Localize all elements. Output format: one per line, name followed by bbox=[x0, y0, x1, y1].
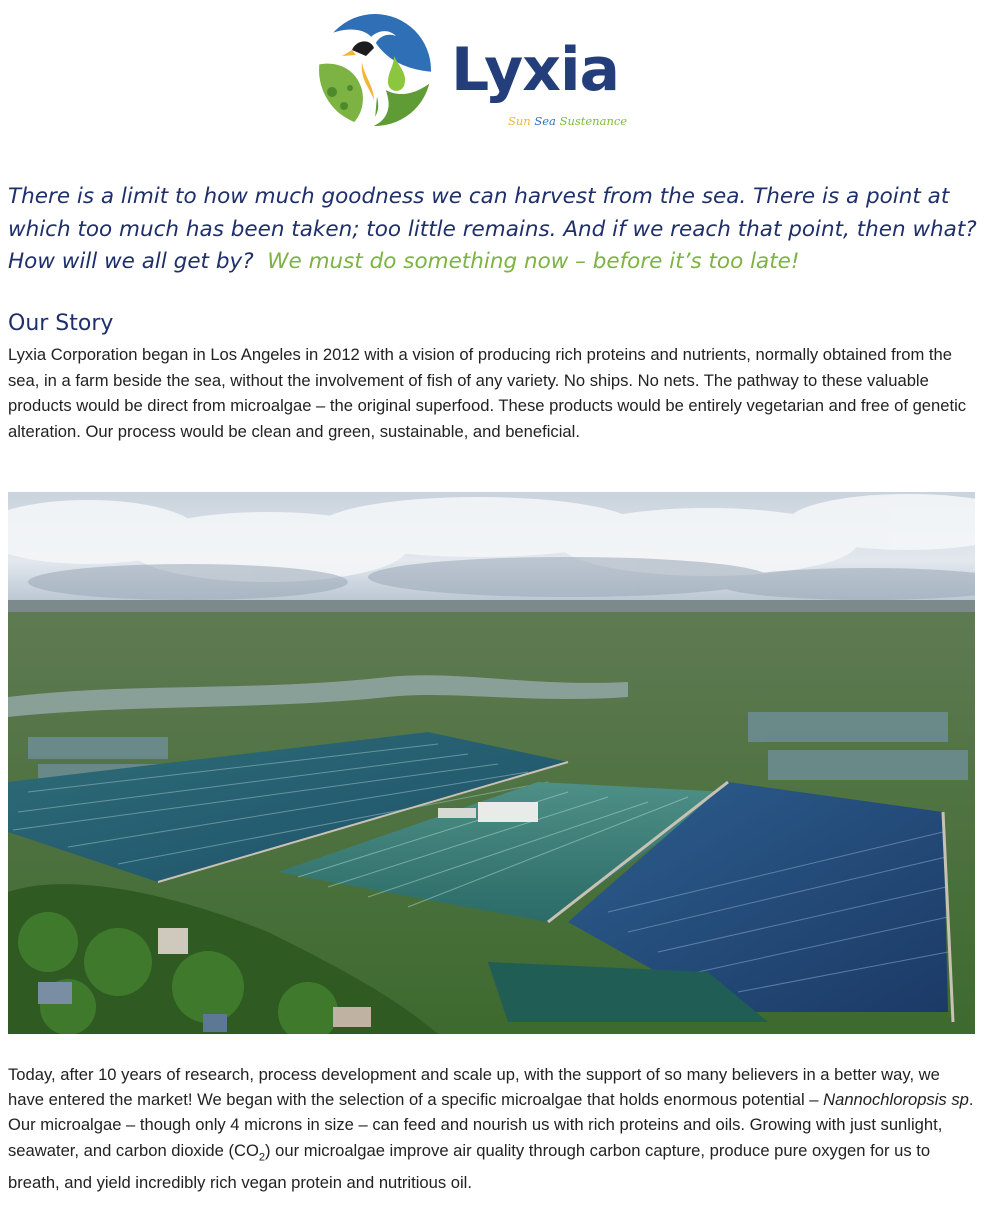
closing-text-part3: ) our microalgae improve air quality through carbon capture, produce pure oxygen for us to breath, and yield incredibly rich vegan protein and nutritious oil. bbox=[8, 1140, 931, 1193]
story-paragraph: Lyxia Corporation began in Los Angeles in 2012 with a vision of producing rich proteins and nutrients, normally obtained from the sea, in a farm beside the sea, without the involvement of fish of any variety. No ships. No nets. The pathway to these valuable products would be direct from microalgae – the original superfood. These products would be entirely vegetarian and free of genetic alteration. Our process would be clean and green, sustainable, and beneficial. bbox=[8, 345, 967, 441]
tagline-word-sea: Sea bbox=[534, 114, 556, 128]
brand-tagline bbox=[508, 114, 627, 128]
species-name: Nannochloropsis sp bbox=[823, 1090, 969, 1110]
mission-quote bbox=[8, 181, 984, 279]
quote-accent: We must do something now – before it’s too late! bbox=[267, 249, 800, 274]
co2-subscript: 2 bbox=[258, 1150, 266, 1163]
tagline-word-sun: Sun bbox=[508, 114, 531, 128]
lyxia-logo bbox=[316, 10, 636, 135]
section-heading-our-story: Our Story bbox=[8, 311, 114, 336]
aerial-algae-farm-illustration bbox=[8, 492, 975, 1034]
closing-text-part1: Today, after 10 years of research, process development and scale up, with the support of so many believers in a better way, we have entered the market! We began with the selection of a specific microalgae that holds enormous potential – bbox=[8, 1065, 940, 1110]
closing-paragraph bbox=[8, 1062, 980, 1195]
aerial-algae-farm-photo bbox=[8, 492, 975, 1034]
brand-wordmark: Lyxia bbox=[451, 35, 620, 105]
closing-text-part2: . Our microalgae – though only 4 microns in size – can feed and nourish us with rich proteins and oils. Growing with just sunlight, seawater, and carbon dioxide (CO bbox=[8, 1090, 974, 1160]
quote-text: There is a limit to how much goodness we can harvest from the sea. There is a point at which too much has been taken; too little remains. And if we reach that point, then what? How will we all get by? bbox=[8, 184, 977, 274]
tagline-word-sustenance: Sustenance bbox=[559, 114, 628, 128]
bird-emblem-icon bbox=[316, 10, 434, 130]
